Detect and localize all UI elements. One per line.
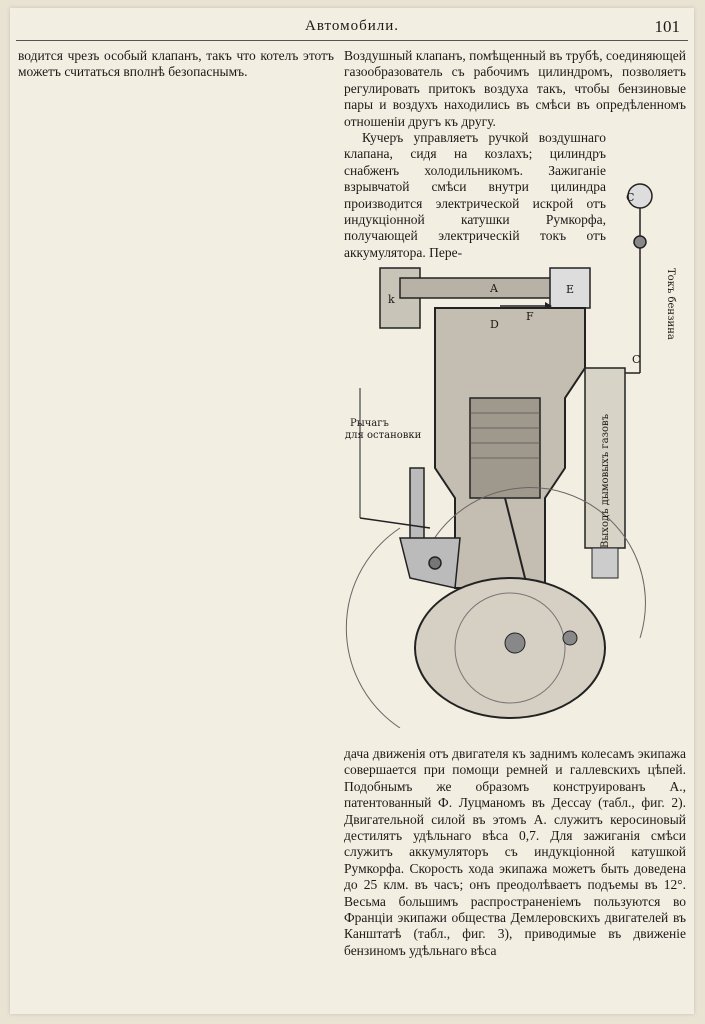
right-paragraph-3: дача движенія отъ двигателя къ заднимъ колесамъ экипажа совершается при помощи ремней и галлевскихъ цѣпей. Подобнымъ же образомъ конструированъ А., патентованный Ф. Луцманомъ въ Дессау (табл., фиг. 2). Двигательной силой въ этомъ А. служитъ керосиновый дестилятъ удѣльнаго вѣса 0,7. Для зажиганія смѣси служитъ аккумуляторъ съ индукціонной катушкой Румкорфа. Скорость хода экипажа можетъ быть доведена до 25 клм. въ часъ; онъ преодолѣваетъ подъемы въ 12°. Весьма большимъ распространеніемъ пользуются во Франціи экипажи общества Демлеровскихъ двигателей въ Канштатѣ (табл., фиг. 3), приводимые въ движеніе бензиномъ удѣльнаго вѣса [344,746,686,958]
header-rule [16,40,688,41]
right-paragraph-2: Кучеръ управляетъ ручкой воздушнаго клапана, сидя на козлахъ; цилиндръ снабженъ холодильникомъ. Зажиганіе взрывчатой смѣси внутри цилиндра производится электрической искрой отъ индукціонной катушки Румкорфа, получающей электрическій токъ отъ аккумулятора. Пере- [344,130,606,260]
label-C2: C [632,353,641,366]
left-paragraph-1: водится чрезъ особый клапанъ, такъ что котелъ этотъ можетъ считаться вполнѣ безопаснымъ. [18,48,334,80]
right-column-bottom [344,746,686,978]
page-number: 101 [654,17,680,36]
fuel-gauge [600,184,652,373]
label-E: E [566,283,575,296]
running-title: Автомобили. [304,18,400,34]
label-lever-2: для остановки [345,430,422,441]
label-F: F [526,310,534,323]
engine-diagram [340,168,690,728]
stop-lever [360,468,460,588]
label-lever-1: Рычагъ [350,418,389,429]
label-fuel-line: Токъ бензина [665,268,676,340]
label-D: D [490,318,499,331]
right-paragraph-1: Воздушный клапанъ, помѣщенный въ трубѣ, соединяющей газообразователь съ рабочимъ цилиндромъ, позволяетъ регулировать притокъ воздуха такъ, чтобы бензиновые пары и воздухъ находились въ смѣси въ опредѣленномъ отношеніи другъ къ другу. [344,48,686,129]
left-column [18,48,334,978]
label-k: k [388,293,395,306]
book-page [10,8,694,1014]
label-C1: C [626,191,635,204]
page-header [10,16,694,38]
label-A: A [490,282,498,295]
label-exhaust: Выходъ дымовыхъ газовъ [600,413,611,548]
